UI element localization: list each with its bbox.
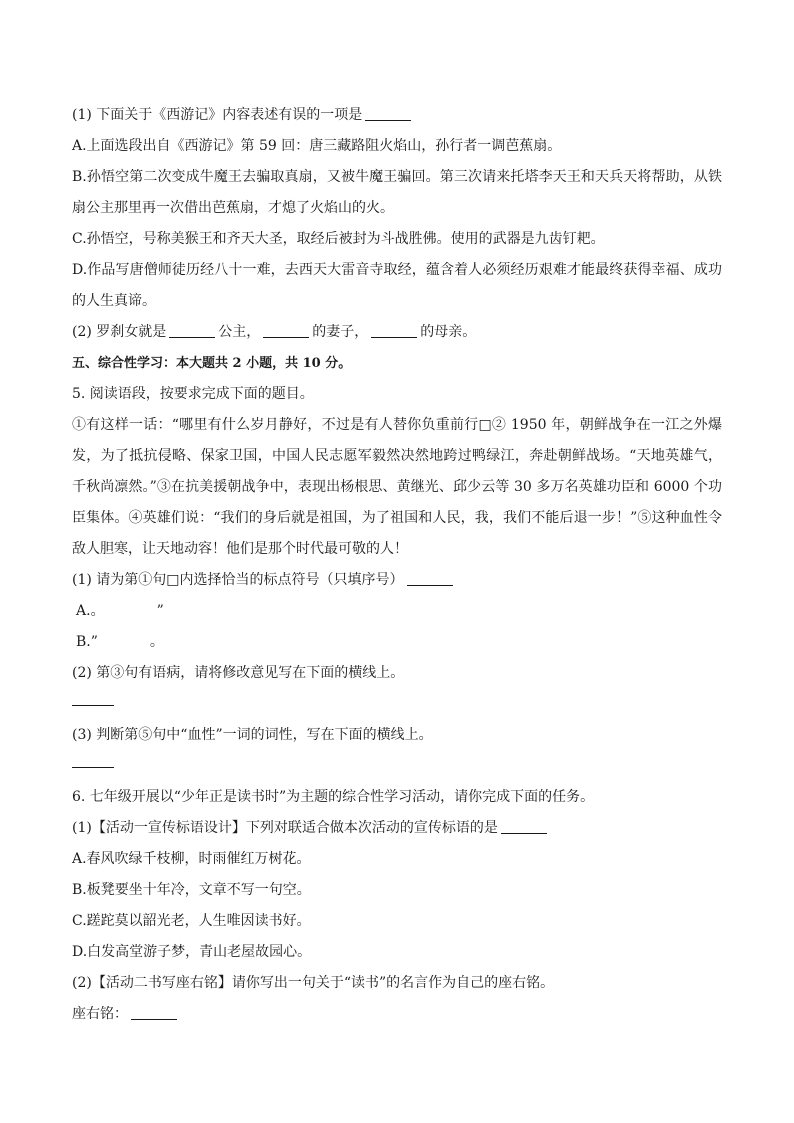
q6-option-c: C.蹉跎莫以韶光老，人生唯因读书好。 [72,913,311,929]
q5-intro: 5. 阅读语段，按要求完成下面的题目。 [72,386,314,402]
q4-sub2-end: 的母亲。 [420,324,477,340]
option-punct-2: ” [156,603,164,619]
q4-sub2-pre: (2) 罗刹女就是 [72,324,167,340]
answer-blank[interactable] [365,106,411,121]
q4-sub2-mid1: 公主， [218,324,261,340]
q5-sub1 [72,565,722,596]
q6-option-a: A.春风吹绿千枝柳，时雨催红万树花。 [72,851,311,867]
option-label: B. [76,634,91,650]
answer-blank[interactable] [371,323,417,338]
section-heading: 五、综合性学习：本大题共 2 小题，共 10 分。 [72,356,352,371]
q5-option-a [72,596,722,627]
q4-option-b: B.孙悟空第二次变成牛魔王去骗取真扇，又被牛魔王骗回。第三次请来托塔李天王和天兵天将帮助，从铁扇公主那里再一次借出芭蕉扇，才熄了火焰山的火。 [72,169,722,216]
q5-passage: ①有这样一话：“哪里有什么岁月静好，不过是有人替你负重前行□② 1950 年，朝鲜战争在一江之外爆发，为了抵抗侵略、保家卫国，中国人民志愿军毅然决然地跨过鸭绿江，奔赴朝鲜战场。“天地英雄气，千秋尚凛然。”③在抗美援朝战争中，表现出杨根思、黄继光、邱少云等 30 多万名英雄功臣和 6000 个功臣集体。④英雄们说：“我们的身后就是祖国，为了祖国和人民，我，我们不能后退一步！”⑤这种血性令敌人胆寒，让天地动容！他们是那个时代最可敬的人！ [72,417,722,557]
q4-option-c: C.孙悟空，号称美猴王和齐天大圣，取经后被封为斗战胜佛。使用的武器是九齿钉耙。 [72,231,605,247]
option-punct-2: 。 [149,634,164,650]
q5-sub1-text: (1) 请为第①句□内选择恰当的标点符号（只填序号） [72,572,404,588]
q4-sub1 [72,100,722,131]
q4-sub2 [72,317,722,348]
motto-label: 座右铭： [72,1006,128,1022]
q4-option-d: D.作品写唐僧师徒历经八十一难，去西天大雷音寺取经，蕴含着人必须经历艰难才能最终获得幸福、成功的人生真谛。 [72,262,722,309]
q4-sub2-mid2: 的妻子， [312,324,369,340]
q6-sub2: (2)【活动二书写座右铭】请你写出一句关于“读书”的名言作为自己的座右铭。 [72,975,555,991]
answer-blank[interactable] [501,819,547,834]
answer-blank[interactable] [131,1005,177,1020]
option-punct-1: ” [90,634,98,650]
answer-blank[interactable] [407,571,453,586]
q6-motto [72,999,722,1030]
q6-sub1-text: (1)【活动一宣传标语设计】下列对联适合做本次活动的宣传标语的是 [72,820,498,836]
q5-sub2: (2) 第③句有语病，请将修改意见写在下面的横线上。 [72,665,405,681]
q6-intro: 6. 七年级开展以“少年正是读书时”为主题的综合性学习活动，请你完成下面的任务。 [72,789,595,805]
option-punct-1: 。 [90,603,105,619]
q5-sub3: (3) 判断第⑤句中“血性”一词的词性，写在下面的横线上。 [72,727,433,743]
answer-blank[interactable] [169,323,215,338]
q5-option-b [72,627,722,658]
option-label: A. [76,603,91,619]
answer-blank[interactable] [263,323,309,338]
q6-option-d: D.白发高堂游子梦，青山老屋故园心。 [72,944,312,960]
q4-option-a: A.上面选段出自《西游记》第 59 回：唐三藏路阻火焰山，孙行者一调芭蕉扇。 [72,138,562,154]
q4-sub1-text: (1) 下面关于《西游记》内容表述有误的一项是 [72,107,363,123]
answer-line[interactable] [72,751,722,782]
exam-page [72,100,722,1030]
answer-line[interactable] [72,689,722,720]
q6-sub1 [72,813,722,844]
q6-option-b: B.板凳要坐十年冷，文章不写一句空。 [72,882,311,898]
